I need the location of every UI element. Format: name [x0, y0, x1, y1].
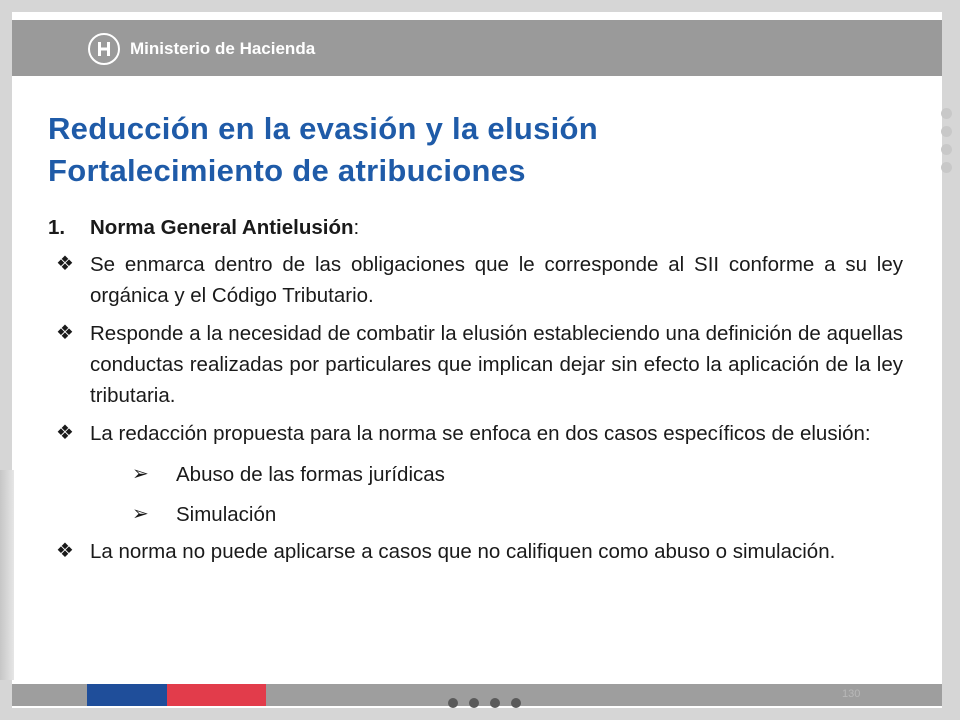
- footer-dot: [511, 698, 521, 708]
- sub-bullet-text: Abuso de las formas jurídicas: [176, 462, 445, 486]
- heading-suffix: :: [353, 216, 360, 239]
- numbered-heading: [48, 212, 903, 243]
- bullet-text: Responde a la necesidad de combatir la elusión estableciendo una definición de aquellas conductas realizadas por particulares que implican dejar sin efecto la aplicación de la ley tributaria.: [90, 322, 903, 407]
- diamond-bullet-icon: ❖: [56, 422, 74, 444]
- footer-dots-decoration: [448, 698, 521, 708]
- footer-dot: [469, 698, 479, 708]
- footer-dot: [490, 698, 500, 708]
- sub-bullet-text: Simulación: [176, 502, 277, 526]
- slide-title: [48, 108, 598, 192]
- side-dots-decoration: [941, 108, 952, 173]
- sub-bullet-item: [132, 456, 903, 492]
- bullet-item: [48, 418, 903, 449]
- bullet-item: [48, 536, 903, 567]
- diamond-bullet-icon: ❖: [56, 540, 74, 562]
- sub-bullet-item: [132, 496, 903, 532]
- heading-text: [90, 212, 359, 243]
- ministry-name: Ministerio de Hacienda: [130, 39, 316, 58]
- heading-number: 1.: [48, 216, 66, 239]
- diamond-bullet-icon: ❖: [56, 322, 74, 344]
- diamond-bullet-icon: ❖: [56, 253, 74, 275]
- bullet-text: La norma no puede aplicarse a casos que no califiquen como abuso o simulación.: [90, 540, 836, 563]
- side-dot: [941, 162, 952, 173]
- heading-label: Norma General Antielusión: [90, 216, 354, 239]
- footer-flag-red: [167, 684, 266, 706]
- title-line-2: Fortalecimiento de atribuciones: [48, 153, 526, 188]
- arrow-bullet-icon: ➢: [132, 462, 149, 485]
- footer-dot: [448, 698, 458, 708]
- arrow-bullet-icon: ➢: [132, 502, 149, 525]
- page-number: 130: [842, 688, 861, 700]
- bullet-item: [48, 249, 903, 311]
- side-dot: [941, 126, 952, 137]
- slide-content: [48, 212, 903, 574]
- bullet-text: Se enmarca dentro de las obligaciones que le corresponde al SII conforme a su ley orgánica y el Código Tributario.: [90, 253, 903, 307]
- bullet-text: La redacción propuesta para la norma se enfoca en dos casos específicos de elusión:: [90, 422, 871, 445]
- bullet-item: [48, 318, 903, 411]
- side-dot: [941, 144, 952, 155]
- ministry-logo: [88, 30, 315, 68]
- footer-flag-blue: [87, 684, 167, 706]
- ministry-seal-icon: [88, 33, 120, 65]
- side-dot: [941, 108, 952, 119]
- left-edge-shadow: [0, 470, 14, 680]
- title-line-1: Reducción en la evasión y la elusión: [48, 111, 599, 146]
